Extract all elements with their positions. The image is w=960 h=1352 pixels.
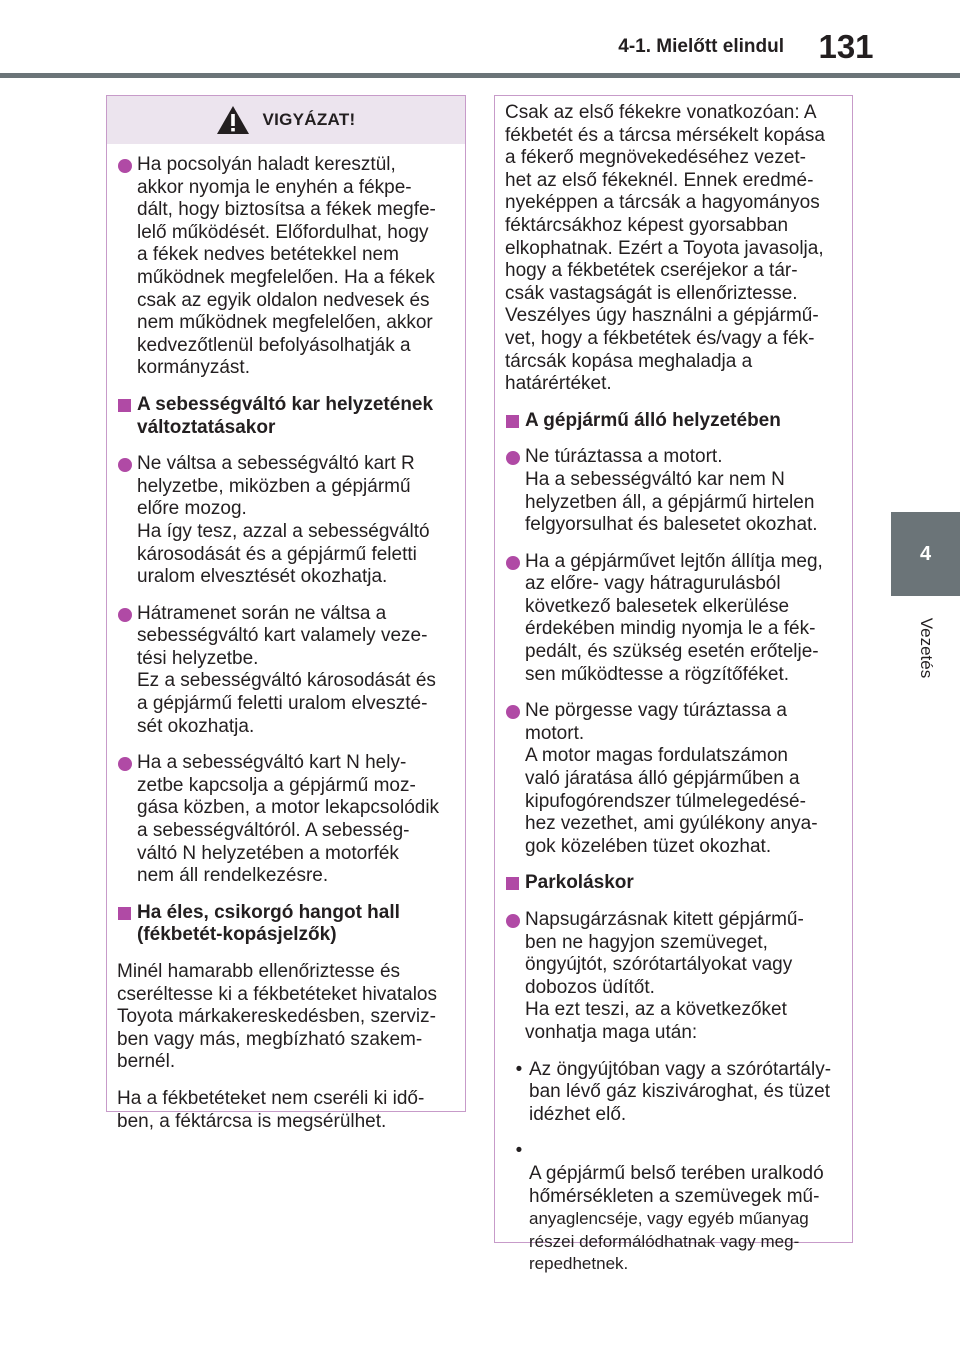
sub-bullet-mark: • — [515, 1058, 523, 1080]
section-heading — [505, 872, 842, 895]
heading-text: Ha éles, csikorgó hangot hall (fékbetét-kopásjelzők) — [137, 901, 400, 946]
heading-square-icon — [118, 399, 131, 412]
page-number: 131 — [818, 28, 874, 65]
item-text: Ne pörgesse vagy túráztassa a motort. A motor magas fordulatszámon való járatása álló gépjárműben a kipufogórendszer túlmelegedésé- hez vezethet, ami gyúlékony anya- gok közelében tüzet okozhat. — [525, 700, 818, 857]
item-text: Ne túráztassa a motort. Ha a sebességváltó kar nem N helyzetben áll, a gépjármű hirtelen felgyorsulhat és balesetet okozhat. — [525, 446, 818, 536]
item-text-continued: anyaglencséje, vagy egyéb műanyag részei deformálódhatnak vagy meg- repedhetnek. — [529, 1209, 809, 1274]
item-text: Ha a gépjárművet lejtőn állítja meg, az előre- vagy hátragurulásból következő balesetek elkerülése érdekében mindig nyomja le a fék- pedált, és szükség esetén erőtelje- sen működtesse a rögzítőféket. — [525, 550, 823, 685]
warning-triangle-icon — [216, 105, 250, 135]
item-text: Az öngyújtóban vagy a szórótartály- ban lévő gáz kiszivároghat, és tüzet idézhet elő. — [529, 1058, 832, 1125]
sub-bullet-mark: • — [515, 1140, 523, 1162]
item-text: Hátramenet során ne váltsa a sebességváltó kart valamely veze- tési helyzetbe. Ez a sebességváltó károsodását és a gépjármű feletti uralom elveszté- sét okozhatja. — [137, 602, 436, 737]
chapter-number: 4 — [919, 542, 932, 565]
warning-title: VIGYÁZAT! — [262, 109, 356, 129]
item-text: Ha pocsolyán haladt keresztül, akkor nyomja le enyhén a fékpe- dált, hogy biztosítsa a fékek megfe- lelő működését. Előfordulhat, hogy a fékek nedves betétekkel nem működnek megfelelően. Ha a fékek csak az egyik oldalon nedvesek és nem működnek megfelelően, akkor kedvezőtlenül befolyásolhatják a kormányzást. — [137, 154, 436, 379]
heading-square-icon — [506, 415, 519, 428]
section-title: 4-1. Mielőtt elindul — [618, 36, 784, 57]
bullet-dot-icon — [506, 556, 520, 570]
bullet-dot-icon — [506, 705, 520, 719]
list-item — [117, 453, 455, 589]
item-text — [529, 1140, 824, 1298]
warning-box-continued — [494, 95, 853, 1274]
warning-header — [107, 96, 465, 144]
list-item — [505, 551, 842, 687]
item-text-main: A gépjármű belső terében uralkodó hőmérsékleten a szemüvegek mű- — [529, 1162, 824, 1207]
sub-list-item — [505, 1059, 842, 1127]
heading-text: Parkoláskor — [525, 872, 634, 894]
bullet-dot-icon — [118, 608, 132, 622]
heading-square-icon — [118, 907, 131, 920]
paragraph: Ha a fékbetéteket nem cseréli ki idő- ben, a féktárcsa is megsérülhet. — [117, 1087, 425, 1132]
item-text: Ne váltsa a sebességváltó kart R helyzetbe, miközben a gépjármű előre mozog. Ha így tesz, azzal a sebességváltó károsodását és a gépjármű feletti uralom elvesztését okozhatja. — [137, 453, 430, 588]
bullet-dot-icon — [506, 451, 520, 465]
heading-text: A gépjármű álló helyzetében — [525, 409, 781, 431]
header-divider — [0, 73, 960, 78]
list-item — [505, 446, 842, 536]
list-item — [505, 700, 842, 858]
heading-square-icon — [506, 877, 519, 890]
heading-text: A sebességváltó kar helyzetének változtatásakor — [137, 393, 434, 438]
section-heading — [117, 394, 455, 439]
section-heading — [505, 410, 842, 433]
sub-list-item — [505, 1140, 842, 1298]
chapter-tab — [891, 512, 960, 596]
list-item — [117, 154, 455, 380]
section-heading — [117, 902, 455, 947]
chapter-label: Vezetés — [917, 617, 936, 679]
bullet-dot-icon — [118, 458, 132, 472]
paragraph: Minél hamarabb ellenőriztesse és cseréltesse ki a fékbetéteket hivatalos Toyota márkakereskedésben, szerviz- ben vagy más, megbízható szakem- bernél. — [117, 961, 438, 1073]
paragraph: Csak az első fékekre vonatkozóan: A fékbetét és a tárcsa mérsékelt kopása a fékerő megnövekedéséhez vezet- het az első fékeknél. Ennek eredmé- nyeképpen a tárcsák a hagyományos féktárcsákhoz képest gyorsabban elkophatnak. Ezért a Toyota javasolja, hogy a fékbetétek cseréjekor a tár- csák vastagságát is ellenőriztesse. Veszélyes úgy használni a gépjármű- vet, hogy a fékbetétek és/vagy a fék- tárcsák kopása meghaladja a határértéket. — [505, 102, 825, 395]
bullet-dot-icon — [506, 914, 520, 928]
list-item — [117, 752, 455, 888]
warning-box — [106, 95, 466, 1132]
item-text: Ha a sebességváltó kart N hely- zetbe kapcsolja a gépjármű moz- gása közben, a motor lekapcsolódik a sebességváltóról. A sebesség- váltó N helyzetében a motorfék nem áll rendelkezésre. — [137, 752, 440, 887]
item-text: Napsugárzásnak kitett gépjármű- ben ne hagyjon szemüveget, öngyújtót, szórótartályokat vagy dobozos üdítőt. Ha ezt teszi, az a következőket vonhatja maga után: — [525, 909, 804, 1043]
list-item — [117, 603, 455, 739]
bullet-dot-icon — [118, 757, 132, 771]
bullet-dot-icon — [118, 159, 132, 173]
list-item — [505, 909, 842, 1045]
